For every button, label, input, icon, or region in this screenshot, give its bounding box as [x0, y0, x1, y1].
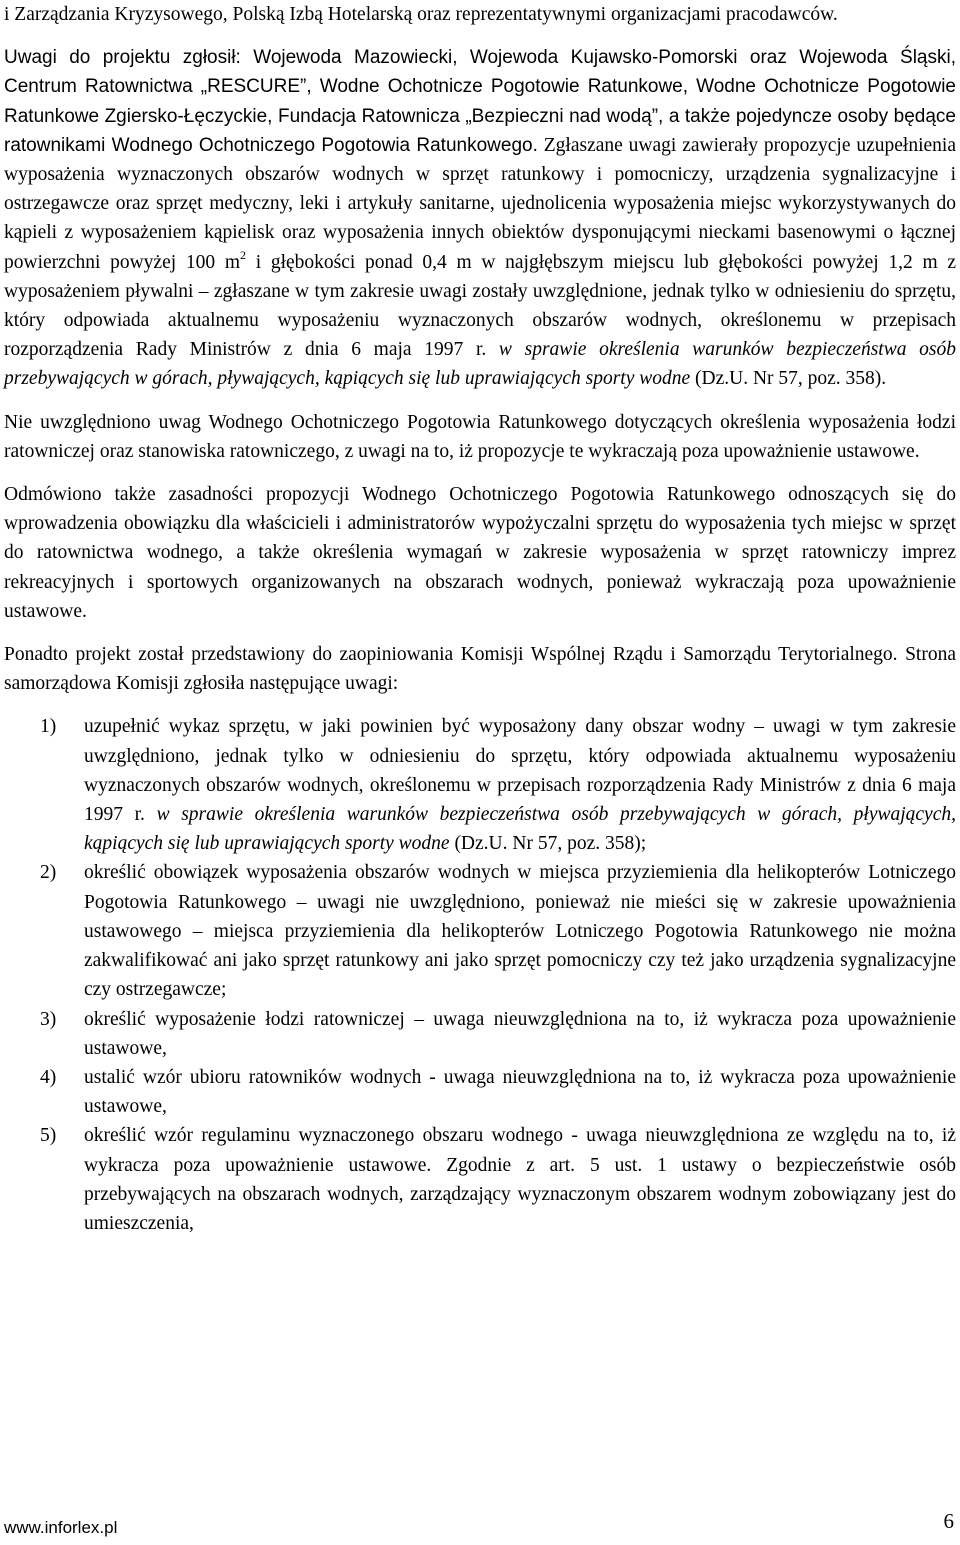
- remarks-list: [4, 712, 956, 1238]
- list-item-text: określić obowiązek wyposażenia obszarów wodnych w miejsca przyziemienia dla helikopterów Lotniczego Pogotowia Ratunkowego – uwagi nie uwzględniono, ponieważ nie mieści się w zakresie upoważnienia ustawowego – miejsca przyziemienia dla helikopterów Lotniczego Pogotowia Ratunkowego nie można zakwalifikować ani jako sprzęt ratunkowy ani jako sprzęt pomocniczy czy też jako urządzenia sygnalizacyjne czy ostrzegawcze;: [84, 862, 956, 1001]
- paragraph-sans-text: Uwagi do projektu zgłosił: Wojewoda Mazowiecki, Wojewoda Kujawsko-Pomorski oraz Wojewoda Śląski, Centrum Ratownictwa „RESCURE”, Wodne Ochotnicze Pogotowie Ratunkowe, Wodne Ochotnicze Pogotowie Ratunkowe Zgiersko-Łęczyckie, Fundacja Ratownicza „Bezpieczni nad wodą”, a także pojedyncze osoby będące ratownikami Wodnego Ochotniczego Pogotowia Ratunkowego.: [4, 47, 956, 156]
- paragraph-intro-continuation: [4, 0, 956, 29]
- paragraph-commission-review: [4, 640, 956, 698]
- footer-website: www.inforlex.pl: [4, 1518, 118, 1537]
- paragraph-consultation-remarks: [4, 43, 956, 393]
- superscript: 2: [240, 247, 246, 262]
- list-item-number: 2): [40, 862, 57, 884]
- citation-text: (Dz.U. Nr 57, poz. 358).: [690, 368, 887, 390]
- list-item-text: określić wyposażenie łodzi ratowniczej – uwaga nieuwzględniona na to, iż wykracza poza upoważnienie ustawowe,: [84, 1008, 956, 1059]
- regulation-title-italic: w sprawie określenia warunków bezpieczeństwa osób przebywających w górach, pływających, kąpiących się lub uprawiających sporty wodne: [84, 804, 956, 855]
- list-item-text: określić wzór regulaminu wyznaczonego obszaru wodnego - uwaga nieuwzględniona ze względu na to, iż wykracza poza upoważnienie ustawowe. Zgodnie z art. 5 ust. 1 ustawy o bezpieczeństwie osób przebywających na obszarach wodnych, zarządzający wyznaczonym obszarem wodnym zobowiązany jest do umieszczenia,: [84, 1125, 956, 1234]
- list-item-number: 5): [40, 1125, 57, 1147]
- list-item-number: 4): [40, 1066, 57, 1088]
- citation-text: (Dz.U. Nr 57, poz. 358);: [449, 833, 647, 855]
- list-item: [4, 712, 956, 858]
- regulation-title-italic: w sprawie określenia warunków bezpieczeństwa osób przebywających w górach, pływających, kąpiących się lub uprawiających sporty wodne: [4, 339, 956, 390]
- list-item: [4, 858, 956, 1004]
- page-number: 6: [943, 1509, 954, 1533]
- paragraph-refused-proposals: [4, 480, 956, 626]
- list-item-text: ustalić wzór ubioru ratowników wodnych - uwaga nieuwzględniona na to, iż wykracza poza upoważnienie ustawowe,: [84, 1066, 956, 1118]
- paragraph-text: i Zarządzania Kryzysowego, Polską Izbą Hotelarską oraz reprezentatywnymi organizacjami pracodawców.: [4, 4, 838, 25]
- list-item: [4, 1121, 956, 1238]
- list-item-number: 3): [40, 1008, 57, 1030]
- paragraph-serif-text: Zgłaszane uwagi zawierały propozycje uzupełnienia wyposażenia wyznaczonych obszarów wodnych w sprzęt ratunkowy i pomocniczy, urządzenia sygnalizacyjne i ostrzegawcze oraz sprzęt medyczny, leki i artykuły sanitarne, ujednolicenia wyposażenia miejsc wykorzystywanych do kąpieli z wyposażeniem kąpielisk oraz wyposażenia innych obiektów dysponującymi nieckami basenowymi o łącznej powierzchni powyżej 100 m: [4, 134, 956, 273]
- paragraph-text: Nie uwzględniono uwag Wodnego Ochotniczego Pogotowia Ratunkowego dotyczących określenia wyposażenia łodzi ratowniczej oraz stanowiska ratowniczego, z uwagi na to, iż propozycje te wykraczają poza upoważnienie ustawowe.: [4, 411, 956, 462]
- paragraph-text: Odmówiono także zasadności propozycji Wodnego Ochotniczego Pogotowia Ratunkowego odnoszących się do wprowadzenia obowiązku dla właścicieli i administratorów wypożyczalni sprzętu do wyposażenia tych miejsc w sprzęt do ratownictwa wodnego, a także określenia wymagań w zakresie wyposażenia w sprzęt ratowniczy imprez rekreacyjnych i sportowych organizowanych na obszarach wodnych, ponieważ wykraczają poza upoważnienie ustawowe.: [4, 484, 956, 622]
- list-item: [4, 1005, 956, 1063]
- paragraph-rejected-remarks: [4, 408, 956, 466]
- list-item: [4, 1063, 956, 1121]
- paragraph-serif-text-2: i głębokości ponad 0,4 m w najgłębszym miejscu lub głębokości powyżej 1,2 m z wyposażeniem pływalni – zgłaszane w tym zakresie uwagi zostały uwzględnione, jednak tylko w odniesieniu do sprzętu, który odpowiada aktualnemu wyposażeniu wyznaczonych obszarów wodnych, określonemu w przepisach rozporządzenia Rady Ministrów z dnia 6 maja 1997 r.: [4, 251, 956, 361]
- document-page: [4, 0, 956, 1238]
- paragraph-text: Ponadto projekt został przedstawiony do zaopiniowania Komisji Wspólnej Rządu i Samorządu Terytorialnego. Strona samorządowa Komisji zgłosiła następujące uwagi:: [4, 644, 956, 695]
- list-item-text: uzupełnić wykaz sprzętu, w jaki powinien być wyposażony dany obszar wodny – uwagi w tym zakresie uwzględniono, jednak tylko w odniesieniu do sprzętu, który odpowiada aktualnemu wyposażeniu wyznaczonych obszarów wodnych, określonemu w przepisach rozporządzenia Rady Ministrów z dnia 6 maja 1997 r.: [84, 716, 956, 826]
- list-item-number: 1): [40, 716, 57, 738]
